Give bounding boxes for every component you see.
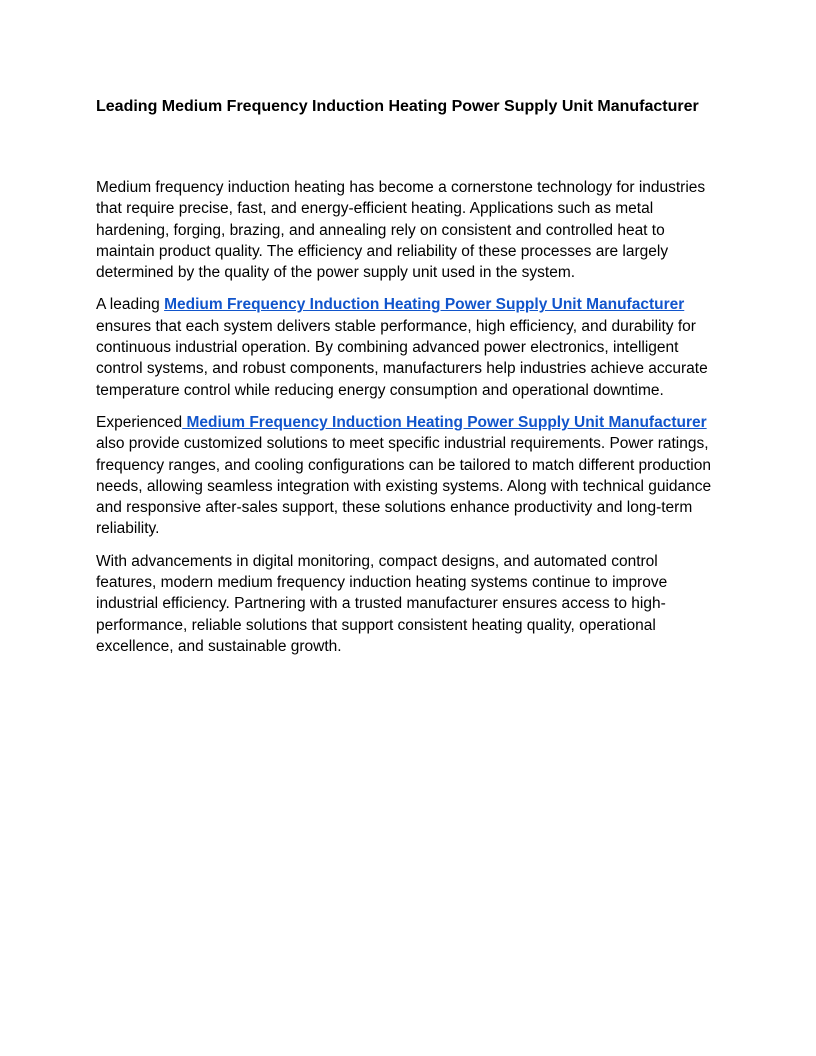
paragraph-experienced-suffix: also provide customized solutions to meet specific industrial requirements. Power ratings, frequency ranges, and cooling configurations can be tailored to match different production needs, allowing seamless integration with existing systems. Along with technical guidance and responsive after-sales support, these solutions enhance productivity and long-term reliability. [96, 435, 712, 538]
document-title: Leading Medium Frequency Induction Heating Power Supply Unit Manufacturer [96, 98, 699, 115]
paragraph-advancements: With advancements in digital monitoring, compact designs, and automated control features, modern medium frequency induction heating systems continue to improve industrial efficiency. Partnering with a trusted manufacturer ensures access to high-performance, reliable solutions that support consistent heating quality, operational excellence, and sustainable growth. [96, 552, 668, 655]
manufacturer-link-2[interactable]: Medium Frequency Induction Heating Power Supply Unit Manufacturer [182, 413, 707, 431]
paragraph-experienced [96, 412, 720, 540]
manufacturer-link-1[interactable]: Medium Frequency Induction Heating Power Supply Unit Manufacturer [164, 296, 685, 314]
document-page [96, 95, 720, 668]
title-spacer [96, 119, 720, 177]
paragraph-experienced-prefix: Experienced [96, 413, 183, 431]
paragraph-leading [96, 294, 720, 400]
paragraph-leading-prefix: A leading [96, 296, 165, 314]
paragraph-intro: Medium frequency induction heating has become a cornerstone technology for industries that require precise, fast, and energy-efficient heating. Applications such as metal hardening, forging, brazing, and annealing rely on consistent and controlled heat to maintain product quality. The efficiency and reliability of these processes are largely determined by the quality of the power supply unit used in the system. [96, 179, 706, 282]
paragraph-leading-suffix: ensures that each system delivers stable performance, high efficiency, and durability for continuous industrial operation. By combining advanced power electronics, intelligent control systems, and robust components, manufacturers help industries achieve accurate temperature control while reducing energy consumption and operational downtime. [96, 317, 708, 399]
